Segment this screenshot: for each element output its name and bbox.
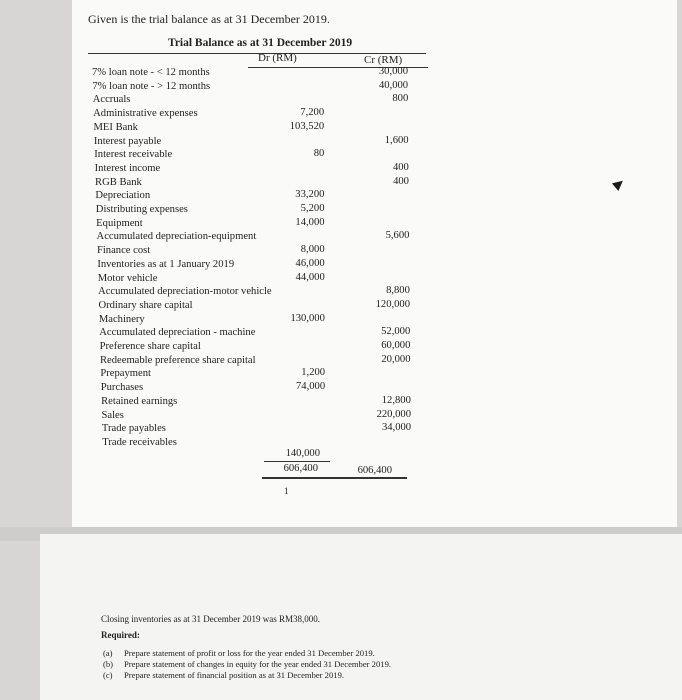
account-name: RGB Bank [95,176,142,188]
account-name: Preference share capital [99,341,201,352]
account-name: Prepayment [100,368,151,380]
account-name: Purchases [100,382,144,394]
requirement-label: (b) [103,659,114,669]
dr-total-topline [264,461,330,462]
intro-text: Given is the trial balance as at 31 December 2019. [88,12,330,26]
dr-header: Dr (RM) [258,52,297,64]
debit-amount: 1,200 [301,367,326,379]
credit-amount: 220,000 [376,408,411,420]
account-name: Accruals [92,94,131,106]
account-name: Equipment [96,217,143,229]
account-name: Redeemable preference share capital [99,354,256,366]
closing-note: Closing inventories as at 31 December 2019 was RM38,000. [101,614,320,624]
debit-amount: 7,200 [300,107,325,119]
debit-amount: 5,200 [300,203,325,214]
account-name: Inventories as at 1 January 2019 [97,258,235,270]
credit-amount: 1,600 [384,134,409,146]
requirement-label: (c) [103,670,113,680]
account-name: Accumulated depreciation - machine [99,327,256,339]
account-name: Retained earnings [101,395,178,407]
account-name: Distributing expenses [95,204,188,215]
credit-amount: 30,000 [378,66,408,77]
credit-amount: 40,000 [378,79,409,91]
trial-balance-title: Trial Balance as at 31 December 2019 [168,37,353,49]
credit-amount: 120,000 [375,298,411,310]
cr-total: 606,400 [357,465,392,476]
total-underline [262,477,407,479]
page-number: 1 [284,486,289,496]
requirement-text: Prepare statement of profit or loss for the year ended 31 December 2019. [124,648,375,658]
credit-amount: 400 [392,161,409,173]
credit-amount: 34,000 [381,422,412,434]
dr-total-prev: 140,000 [285,448,320,459]
credit-amount: 12,800 [381,394,411,406]
account-name: Depreciation [95,190,151,202]
debit-amount: 103,520 [289,120,325,132]
requirement-text: Prepare statement of financial position as at 31 December 2019. [124,670,345,680]
credit-amount: 8,800 [386,285,410,297]
cr-header: Cr (RM) [364,54,403,66]
requirement-text: Prepare statement of changes in equity for the year ended 31 December 2019. [124,659,392,669]
credit-amount: 400 [393,175,409,187]
account-name: Sales [101,409,124,421]
required-label: Required: [101,630,140,640]
debit-amount: 130,000 [290,312,325,324]
account-name: Finance cost [96,245,151,257]
credit-amount: 60,000 [381,340,411,351]
account-name: Trade receivables [102,436,177,448]
account-name: Accumulated depreciation-equipment [96,231,257,243]
account-name: 7% loan note - > 12 months [92,80,211,92]
account-name: MEI Bank [93,121,138,133]
account-name: Machinery [98,313,145,325]
account-name: Ordinary share capital [98,299,193,311]
debit-amount: 46,000 [295,257,325,269]
debit-amount: 14,000 [295,216,325,228]
account-name: Motor vehicle [97,272,158,284]
requirement-label: (a) [103,648,113,658]
account-name: Interest payable [93,135,162,147]
debit-amount: 8,000 [300,244,325,256]
credit-amount: 20,000 [381,353,411,365]
account-name: 7% loan note - < 12 months [92,67,210,78]
debit-amount: 80 [313,148,325,160]
account-name: Administrative expenses [93,108,198,120]
dr-total: 606,400 [283,463,318,474]
account-name: Trade payables [101,423,166,435]
debit-amount: 33,200 [295,189,325,201]
account-name: Accumulated depreciation-motor vehicle [98,286,272,298]
account-name: Interest income [94,162,161,174]
account-name: Interest receivable [94,149,173,161]
credit-amount: 800 [392,93,409,105]
credit-amount: 52,000 [381,326,411,338]
credit-amount: 5,600 [385,230,410,242]
debit-amount: 44,000 [295,271,325,283]
debit-amount: 74,000 [296,381,326,393]
